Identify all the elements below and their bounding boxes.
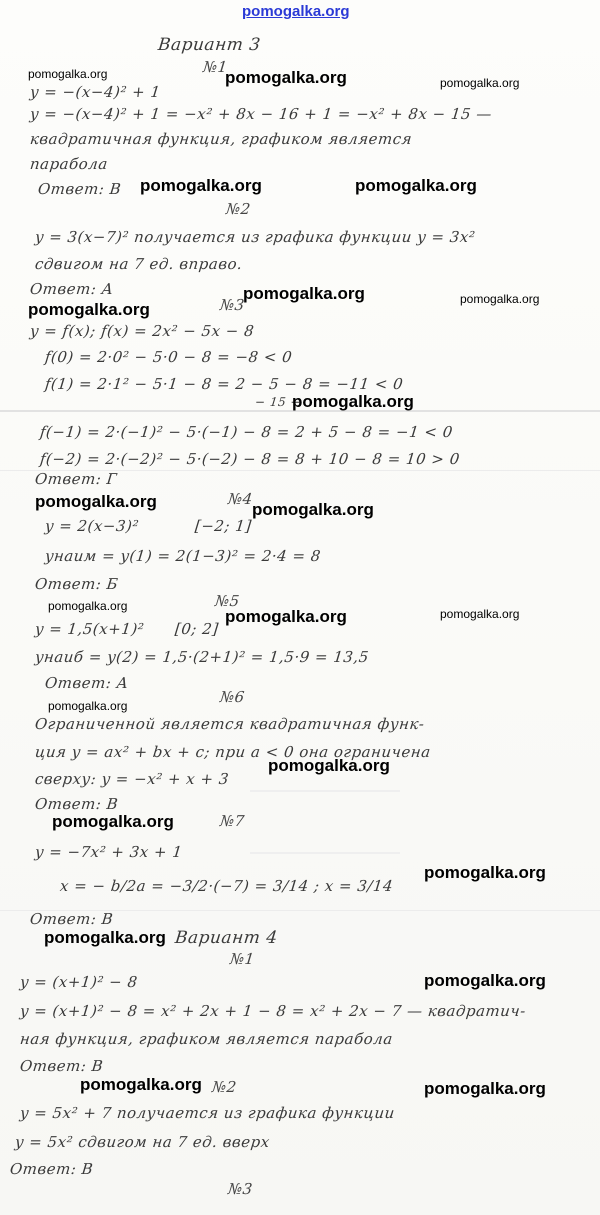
watermark[interactable]: pomogalka.org — [28, 300, 150, 319]
watermark[interactable]: pomogalka.org — [440, 76, 520, 90]
v4-n2-answer: Ответ: В — [9, 1160, 95, 1178]
watermark[interactable]: pomogalka.org — [252, 500, 374, 519]
watermark[interactable]: pomogalka.org — [424, 863, 546, 882]
v3-n7-answer: Ответ: В — [29, 910, 115, 928]
task-2-label: №2 — [225, 200, 252, 218]
variant-3-title: Вариант 3 — [156, 35, 262, 55]
v3-n3-line5: f(−2) = 2·(−2)² − 5·(−2) − 8 = 8 + 10 − 8 = 10 > 0 — [39, 450, 461, 468]
v3-n1-line2: y = −(x−4)² + 1 = −x² + 8x − 16 + 1 = −x² + 8x − 15 — — [29, 105, 493, 123]
watermark[interactable]: pomogalka.org — [140, 176, 262, 195]
v4-n1-line2: y = (x+1)² − 8 = x² + 2x + 1 − 8 = x² + 2x − 7 — квадратич- — [19, 1002, 527, 1020]
v3-n2-answer: Ответ: А — [29, 280, 115, 298]
watermark[interactable]: pomogalka.org — [292, 392, 414, 411]
watermark[interactable]: pomogalka.org — [243, 284, 365, 303]
v3-n6-answer: Ответ: В — [34, 795, 120, 813]
watermark[interactable]: pomogalka.org — [28, 67, 108, 81]
task-1-label: №1 — [202, 58, 229, 76]
v3-n3-line3: f(1) = 2·1² − 5·1 − 8 = 2 − 5 − 8 = −11 < 0 — [44, 375, 405, 393]
variant-4-title: Вариант 4 — [173, 928, 279, 948]
v3-n3-answer: Ответ: Г — [34, 470, 119, 488]
v3-n6-line1: Ограниченной является квадратичная функ- — [34, 715, 426, 733]
v4-n1-line1: y = (x+1)² − 8 — [19, 973, 139, 991]
v3-n1-line3: квадратичная функция, графиком является — [29, 130, 414, 148]
v3-n1-line1: y = −(x−4)² + 1 — [29, 83, 162, 101]
v3-n3-line1: y = f(x); f(x) = 2x² − 5x − 8 — [29, 322, 256, 340]
v4-task-1-label: №1 — [229, 950, 256, 968]
watermark[interactable]: pomogalka.org — [35, 492, 157, 511]
bleed-through-mark — [250, 790, 400, 854]
v3-n3-line4: f(−1) = 2·(−1)² − 5·(−1) − 8 = 2 + 5 − 8 = −1 < 0 — [39, 423, 454, 441]
watermark[interactable]: pomogalka.org — [460, 292, 540, 306]
watermark[interactable]: pomogalka.org — [355, 176, 477, 195]
v4-task-2-label: №2 — [211, 1078, 238, 1096]
task-7-label: №7 — [219, 812, 246, 830]
v3-n1-answer: Ответ: В — [37, 180, 123, 198]
watermark[interactable]: pomogalka.org — [48, 599, 128, 613]
v3-n5-answer: Ответ: А — [44, 674, 130, 692]
task-5-label: №5 — [214, 592, 241, 610]
v3-n4-line2: yнаим = y(1) = 2(1−3)² = 2·4 = 8 — [44, 547, 322, 565]
watermark[interactable]: pomogalka.org — [424, 1079, 546, 1098]
v4-n2-line1: y = 5x² + 7 получается из графика функции — [19, 1104, 396, 1122]
v3-n5-line2: yнаиб = y(2) = 1,5·(2+1)² = 1,5·9 = 13,5 — [34, 648, 370, 666]
v4-n1-line3: ная функция, графиком является парабола — [19, 1030, 394, 1048]
v3-n4-interval: [−2; 1] — [194, 517, 253, 535]
watermark[interactable]: pomogalka.org — [80, 1075, 202, 1094]
watermark[interactable]: pomogalka.org — [225, 68, 347, 87]
v3-n7-line1: y = −7x² + 3x + 1 — [34, 843, 184, 861]
v3-n6-line3: сверху: y = −x² + x + 3 — [34, 770, 230, 788]
v3-n2-line1: y = 3(x−7)² получается из графика функции y = 3x² — [34, 228, 477, 246]
watermark[interactable]: pomogalka.org — [268, 756, 390, 775]
v3-n5-interval: [0; 2] — [174, 620, 220, 638]
v3-n4-answer: Ответ: Б — [34, 575, 120, 593]
v4-n2-line2: y = 5x² сдвигом на 7 ед. вверх — [14, 1133, 271, 1151]
task-6-label: №6 — [219, 688, 246, 706]
v3-n7-line2: x = − b/2a = −3/2·(−7) = 3/14 ; x = 3/14 — [59, 877, 395, 895]
watermark[interactable]: pomogalka.org — [424, 971, 546, 990]
page-number: − 15 − — [254, 395, 302, 409]
watermark[interactable]: pomogalka.org — [52, 812, 174, 831]
v3-n3-line2: f(0) = 2·0² − 5·0 − 8 = −8 < 0 — [44, 348, 294, 366]
watermark[interactable]: pomogalka.org — [48, 699, 128, 713]
header-watermark[interactable]: pomogalka.org — [242, 3, 350, 20]
v3-n5-line1: y = 1,5(x+1)² — [34, 620, 146, 638]
task-4-label: №4 — [227, 490, 254, 508]
v3-n6-line2: ция y = ax² + bx + c; при a < 0 она ограничена — [34, 743, 432, 761]
task-3-label: №3 — [219, 296, 246, 314]
watermark[interactable]: pomogalka.org — [44, 928, 166, 947]
v3-n4-line1: y = 2(x−3)² — [44, 517, 140, 535]
watermark[interactable]: pomogalka.org — [225, 607, 347, 626]
v3-n1-line4: парабола — [29, 155, 109, 173]
watermark[interactable]: pomogalka.org — [440, 607, 520, 621]
v4-n1-answer: Ответ: В — [19, 1057, 105, 1075]
v3-n2-line2: сдвигом на 7 ед. вправо. — [34, 255, 244, 273]
v4-task-3-label: №3 — [227, 1180, 254, 1198]
